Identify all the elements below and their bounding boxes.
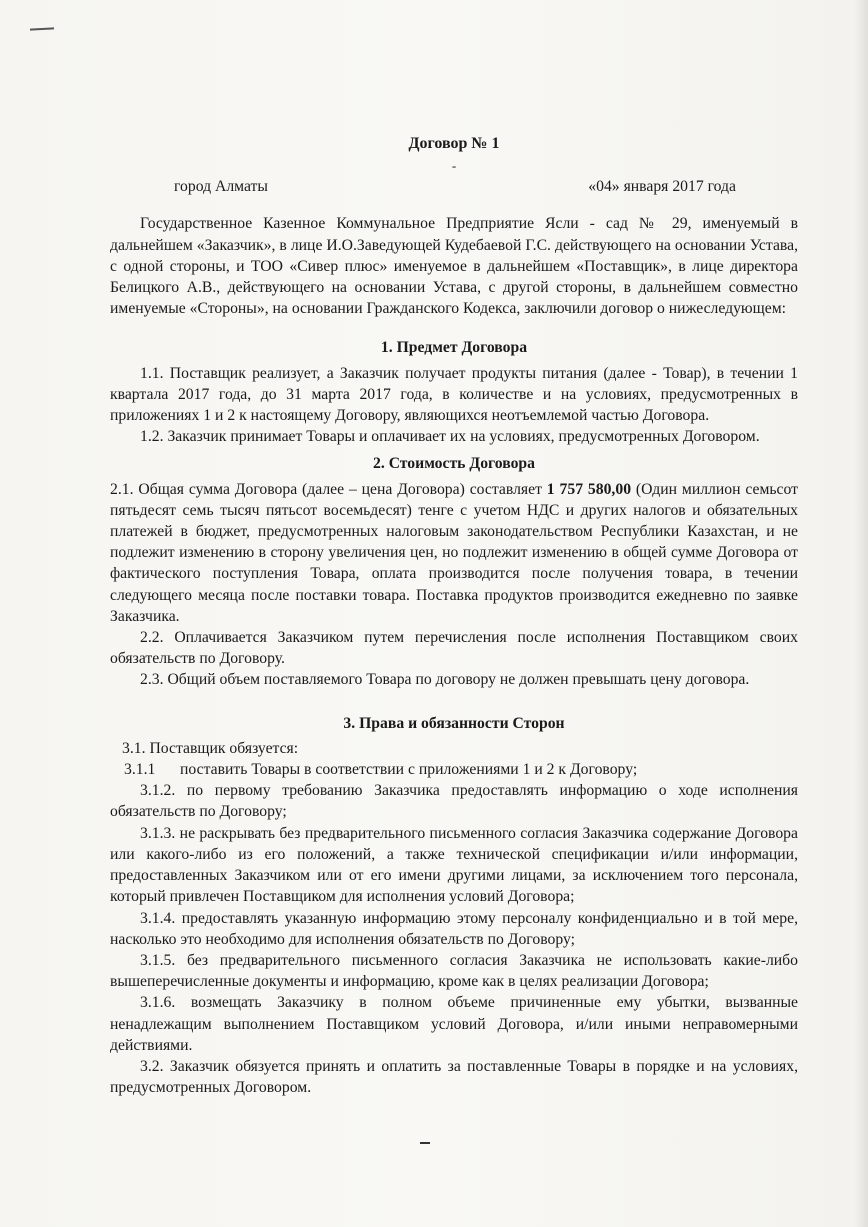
city: город Алматы — [174, 178, 268, 196]
clause-3-1-2: 3.1.2. по первому требованию Заказчика предоставлять информацию о ходе исполнения обязательств по Договору; — [110, 782, 798, 821]
clause-2-1-start: 2.1. Общая сумма Договора (далее – цена Договора) составляет — [110, 480, 547, 498]
scan-edge-shadow — [854, 0, 868, 1227]
clause-3-1-5: 3.1.5. без предварительного письменного согласия Заказчика не использовать какие-либо вышеперечисленные документы и информацию, кроме как в целях реализации Договора; — [110, 951, 798, 991]
clause-3-1-3: 3.1.3. не раскрывать без предварительного письменного согласия Заказчика содержание Договора или какого-либо из его положений, а также технической спецификации и/или информации, предоставленных Заказчиком или от его имени другими лицами, за исключением того персонала, который привлечен Поставщиком для исполнения условий Договора; — [110, 824, 798, 906]
title-dash: - — [451, 158, 457, 174]
page-bottom-mark — [420, 1142, 430, 1144]
scan-mark — [30, 27, 54, 30]
contract-date: «04» января 2017 года — [588, 178, 736, 196]
clause-3-2: 3.2. Заказчик обязуется принять и оплатить за поставленные Товары в порядке и на условиях, предусмотренных Договором. — [110, 1057, 798, 1097]
clause-2-3: 2.3. Общий объем поставляемого Товара по договору не должен превышать цену договора. — [140, 671, 750, 689]
clause-3-1-6: 3.1.6. возмещать Заказчику в полном объеме причиненные ему убытки, вызванные ненадлежащим выполнением Поставщиком условий Договора, и/или иными неправомерными действиями. — [110, 994, 798, 1054]
clause-3-1-1-text: поставить Товары в соответствии с приложениями 1 и 2 к Договору; — [180, 761, 638, 779]
section-3-heading: 3. Права и обязанности Сторон — [343, 714, 565, 732]
section-2-heading: 2. Стоимость Договора — [373, 455, 535, 473]
clause-3-1-1 — [110, 759, 798, 780]
clause-2-1 — [110, 479, 798, 627]
document-title: Договор № 1 — [408, 135, 500, 152]
clause-1-1: 1.1. Поставщик реализует, а Заказчик получает продукты питания (далее - Товар), в течении 1 квартала 2017 года, до 31 марта 2017 года, в количестве и на условиях, предусмотренных в приложениях 1 и 2 к настоящему Договору, являющихся неотъемлемой частью Договора. — [110, 364, 798, 425]
section-1-heading: 1. Предмет Договора — [380, 339, 528, 357]
clause-3-1-4: 3.1.4. предоставлять указанную информацию этому персоналу конфиденциально и в той мере, насколько это необходимо для исполнения обязательств по Договору; — [110, 909, 798, 948]
contract-amount: 1 757 580,00 — [546, 480, 632, 498]
clause-1-2: 1.2. Заказчик принимает Товары и оплачивает их на условиях, предусмотренных Договором. — [140, 428, 760, 446]
preamble: Государственное Казенное Коммунальное Предприятие Ясли - сад № 29, именуемый в дальнейшем «Заказчик», в лице И.О.Заведующей Кудебаевой Г.С. действующего на основании Устава, с одной стороны, и ТОО «Сивер плюс» именуемое в дальнейшем «Поставщик», в лице директора Белицкого А.В., действующего на основании Устава, с другой стороны, в дальнейшем совместно именуемые «Стороны», на основании Гражданского Кодекса, заключили договор о нижеследующем: — [110, 215, 798, 318]
clause-3-1: 3.1. Поставщик обязуется: — [122, 739, 299, 757]
clause-2-2: 2.2. Оплачивается Заказчиком путем перечисления после исполнения Поставщиком своих обязательств по Договору. — [110, 629, 798, 668]
clause-3-1-1-number: 3.1.1 — [124, 761, 156, 779]
document-body — [110, 133, 798, 1098]
city-date-row — [110, 176, 798, 197]
clause-2-1-end: (Один миллион семьсот пятьдесят семь тысяч пятьсот восемьдесят) тенге с учетом НДС и других налогов и обязательных платежей в бюджет, предусмотренных налоговым законодательством Республики Казахстан, и не подлежит изменению в сторону увеличения цен, но подлежит изменению в общей сумме Договора от фактического поступления Товара, оплата производится после получения товара, в течении следующего месяца после поставки товара. Поставка продуктов производится ежедневно по заявке Заказчика. — [110, 480, 799, 625]
